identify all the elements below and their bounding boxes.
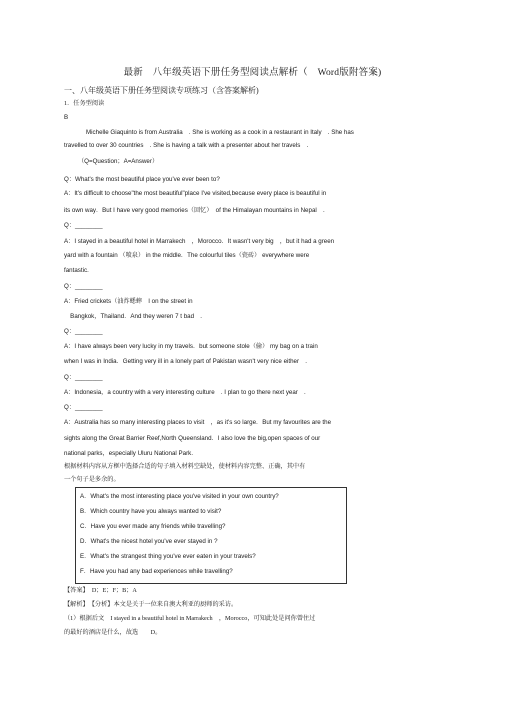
option-c: C．Have you ever made any friends while travelling?	[80, 523, 226, 530]
section-heading: 一、八年级英语下册任务型阅读专项练习（含答案解析)	[64, 86, 259, 95]
item-label: 1．任务型阅读	[64, 100, 105, 107]
instruction-line: 根据材料内容从方框中选择合适的句子填入材料空缺处，使材料内容完整、正确，其中有	[64, 463, 306, 470]
answer-line: fantastic．	[64, 267, 94, 274]
option-b: B．Which country have you always wanted to visit?	[80, 508, 222, 515]
answer-line: national parks，especially Uluru National Park．	[64, 450, 198, 457]
question-blank: Q：________	[64, 222, 103, 229]
answer-line: yard with a fountain （喷泉） in the middle．The colourful tiles（瓷砖） everywhere were	[64, 252, 310, 259]
answer-line: Bangkok，Thailand．And they weren 7 t bad .	[64, 313, 202, 320]
passage-line: （Q=Question；A=Answer）	[78, 158, 159, 165]
option-a: A．What's the most interesting place you've visited in your own country?	[80, 493, 279, 500]
option-e: E．What's the strangest thing you've ever eaten in your travels?	[80, 553, 256, 560]
option-d: D．What's the nicest hotel you've ever stayed in ?	[80, 538, 218, 545]
passage-letter: B	[64, 114, 69, 121]
answer-line: A：Australia has so many interesting places to visit ，as it's so large．But my favourites are the	[64, 419, 332, 426]
explanation-line: 的最好的酒店是什么，故选 D。	[64, 629, 162, 636]
answer-line: its own way．But I have very good memories（回忆） of the Himalayan mountains in Nepal .	[64, 207, 325, 214]
question-blank: Q：________	[64, 404, 103, 411]
question-blank: Q：________	[64, 374, 103, 381]
answer-line: sights along the Great Barrier Reef,North Queensland．I also love the big,open spaces of our	[64, 435, 321, 442]
question-line: Q：What's the most beautiful place you've ever been to?	[64, 176, 220, 183]
passage-line: Michelle Giaquinto is from Australia . She is working as a cook in a restaurant in Italy . She has	[86, 129, 354, 136]
question-blank: Q：________	[64, 328, 103, 335]
answer-line: A：Indonesia，a country with a very interesting culture . I plan to go there next year .	[64, 389, 306, 396]
document-title: 最新 八年级英语下册任务型阅读点解析（ Word版附答案)	[123, 68, 382, 78]
explanation-line: （1）根据后文 I stayed in a beautiful hotel in Marrakech ，Morocco，可知此处是问你曾住过	[64, 615, 316, 622]
answer-line: A：Fried crickets（油炸蟋蟀 I on the street in	[64, 298, 193, 305]
answer-line: when I was in India．Getting very ill in a lonely part of Pakistan wasn't very nice either .	[64, 358, 307, 365]
answer-line: A：I have always been very lucky in my travels．but someone stole（偷） my bag on a train	[64, 343, 318, 350]
answer-key: 【答案】 D；E；F；B；A	[64, 587, 137, 594]
analysis-line: 【解析】 【分析】本文是关于一位来自澳大利亚的厨师的采访。	[64, 601, 238, 608]
question-blank: Q：________	[64, 283, 103, 290]
passage-line: travelled to over 30 countries . She is having a talk with a presenter about her travels .	[64, 142, 309, 149]
answer-line: A：I stayed in a beautiful hotel in Marrakech ，Morocco．It wasn't very big ，but it had a green	[64, 238, 335, 245]
instruction-line: 一个句子是多余的。	[64, 476, 120, 483]
answer-line: A：It's difficult to choose"the most beautiful"place I've visited,because every place is beautiful in	[64, 190, 327, 197]
option-f: F．Have you had any bad experiences while travelling?	[80, 568, 233, 575]
